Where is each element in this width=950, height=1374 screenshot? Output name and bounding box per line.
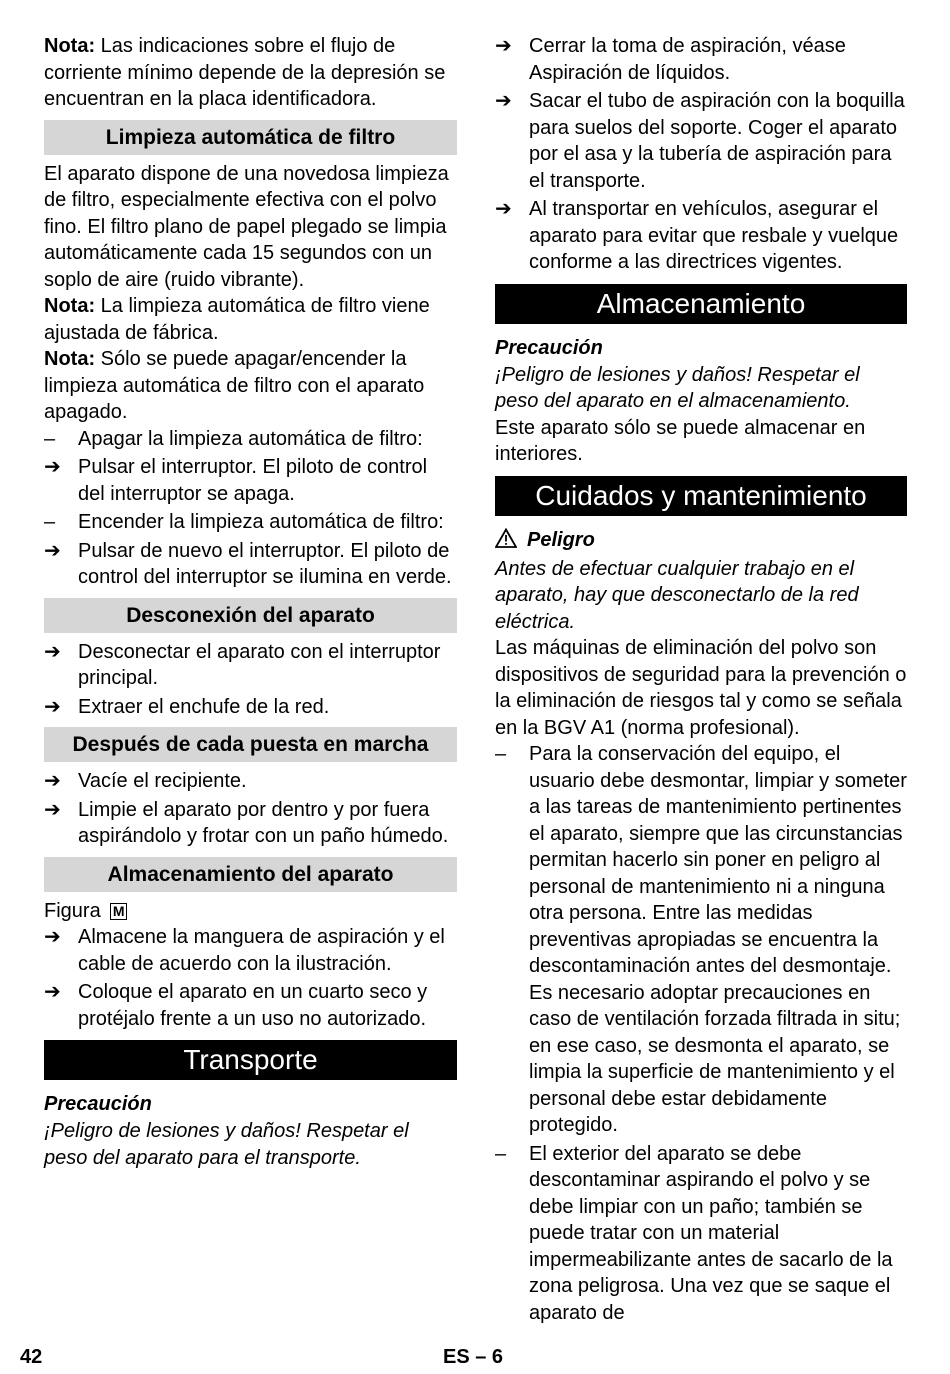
note-label: Nota:: [44, 35, 96, 57]
dash-marker: –: [495, 743, 507, 765]
paragraph: El aparato dispone de una novedosa limpieza de filtro, especialmente efectiva con el polvo fino. El filtro plano de papel plegado se limpia automáticamente cada 15 segundos con un soplo de aire (ruido vibrante).: [44, 162, 449, 291]
section-heading-storage-device: Almacenamiento del aparato: [44, 857, 457, 892]
list-item: ➔ Coloque el aparato en un cuarto seco y protéjalo frente a un uso no autorizado.: [44, 979, 457, 1032]
note-label: Nota:: [44, 348, 96, 370]
section-heading-filter-cleaning: Limpieza automática de filtro: [44, 120, 457, 155]
arrow-icon: ➔: [44, 770, 61, 792]
arrow-icon: ➔: [44, 798, 61, 821]
arrow-icon: ➔: [495, 90, 512, 112]
arrow-icon: ➔: [44, 640, 61, 663]
list-item: – Apagar la limpieza automática de filtro:: [44, 426, 457, 453]
arrow-icon: ➔: [495, 198, 512, 220]
section-heading-disconnection: Desconexión del aparato: [44, 598, 457, 633]
section-heading-transport: Transporte: [44, 1040, 457, 1080]
intro-note: [44, 33, 457, 113]
figure-reference: Figura M: [44, 898, 457, 925]
section-heading-maintenance: Cuidados y mantenimiento: [495, 476, 907, 516]
arrow-icon: ➔: [44, 926, 61, 948]
list-item: – El exterior del aparato se debe descontaminar aspirando el polvo y se debe limpiar con un paño; también se puede tratar con un material impermeabilizante antes de sacarlo de la zona peligrosa. Una vez que se saque el aparato de: [495, 1141, 907, 1327]
list-item: ➔ Cerrar la toma de aspiración, véase Aspiración de líquidos.: [495, 33, 907, 86]
list-item: ➔ Vacíe el recipiente.: [44, 768, 457, 795]
danger-heading: [495, 526, 907, 556]
list-item: – Encender la limpieza automática de filtro:: [44, 509, 457, 536]
list-item: ➔ Pulsar de nuevo el interruptor. El piloto de control del interruptor se ilumina en verde.: [44, 538, 457, 591]
list-item: ➔ Sacar el tubo de aspiración con la boquilla para suelos del soporte. Coger el aparato por el asa y la tubería de aspiración para el transporte.: [495, 88, 907, 194]
note: [44, 293, 457, 346]
page-footer: [0, 1346, 950, 1372]
note-label: Nota:: [44, 295, 96, 317]
list-item: ➔ Limpie el aparato por dentro y por fuera aspirándolo y frotar con un paño húmedo.: [44, 797, 457, 850]
caution-label: Precaución: [495, 336, 603, 359]
arrow-icon: ➔: [495, 35, 512, 57]
list-item: ➔ Desconectar el aparato con el interruptor principal.: [44, 639, 457, 692]
caution-text: ¡Peligro de lesiones y daños! Respetar el peso del aparato en el almacenamiento.: [495, 363, 860, 412]
list-item: ➔ Al transportar en vehículos, asegurar el aparato para evitar que resbale y vuelque conforme a las directrices vigentes.: [495, 196, 907, 276]
dash-marker: –: [495, 1142, 507, 1165]
list-item: ➔ Almacene la manguera de aspiración y el cable de acuerdo con la ilustración.: [44, 924, 457, 977]
note: [44, 346, 457, 426]
note-text: Las indicaciones sobre el flujo de corriente mínimo depende de la depresión se encuentran en la placa identificadora.: [44, 35, 446, 110]
note-text: La limpieza automática de filtro viene ajustada de fábrica.: [44, 295, 430, 344]
page-number: 42: [20, 1346, 43, 1368]
arrow-icon: ➔: [44, 456, 61, 478]
list-item: ➔ Extraer el enchufe de la red.: [44, 694, 457, 721]
note-text: Sólo se puede apagar/encender la limpieza automática de filtro con el aparato apagado.: [44, 348, 425, 423]
arrow-icon: ➔: [44, 981, 61, 1003]
figure-m-icon: M: [110, 903, 127, 920]
dash-marker: –: [44, 511, 56, 533]
caution-text: ¡Peligro de lesiones y daños! Respetar el peso del aparato para el transporte.: [44, 1120, 409, 1169]
danger-label: Peligro: [527, 528, 595, 551]
caution-label: Precaución: [44, 1093, 152, 1115]
dash-marker: –: [44, 427, 56, 450]
language-page-label: ES – 6: [443, 1346, 504, 1368]
danger-text: Antes de efectuar cualquier trabajo en el aparato, hay que desconectarlo de la red eléctrica.: [495, 557, 859, 633]
section-heading-storage: Almacenamiento: [495, 284, 907, 324]
paragraph: Este aparato sólo se puede almacenar en interiores.: [495, 416, 866, 465]
list-item: – Para la conservación del equipo, el usuario debe desmontar, limpiar y someter a las tareas de mantenimiento pertinentes el aparato, siempre que las circunstancias permitan hacerlo sin poner en peligro al personal de mantenimiento ni a ninguna otra persona. Entre las medidas preventivas apropiadas se encuentra la descontaminación antes del desmontaje. Es necesario adoptar precauciones en caso de ventilación forzada filtrada in situ; en ese caso, se desmonta el aparato, se limpia la superficie de mantenimiento y el personal debe estar debidamente protegido.: [495, 741, 907, 1139]
arrow-icon: ➔: [44, 539, 61, 562]
warning-triangle-icon: [495, 528, 519, 556]
left-column: [44, 33, 457, 1171]
right-column: [495, 33, 907, 1328]
paragraph: Las máquinas de eliminación del polvo son dispositivos de seguridad para la prevención o la eliminación de riesgos tal y como se señala en la BGV A1 (norma profesional).: [495, 637, 907, 739]
list-item: ➔ Pulsar el interruptor. El piloto de control del interruptor se apaga.: [44, 454, 457, 507]
arrow-icon: ➔: [44, 695, 61, 718]
section-heading-after-use: Después de cada puesta en marcha: [44, 727, 457, 762]
